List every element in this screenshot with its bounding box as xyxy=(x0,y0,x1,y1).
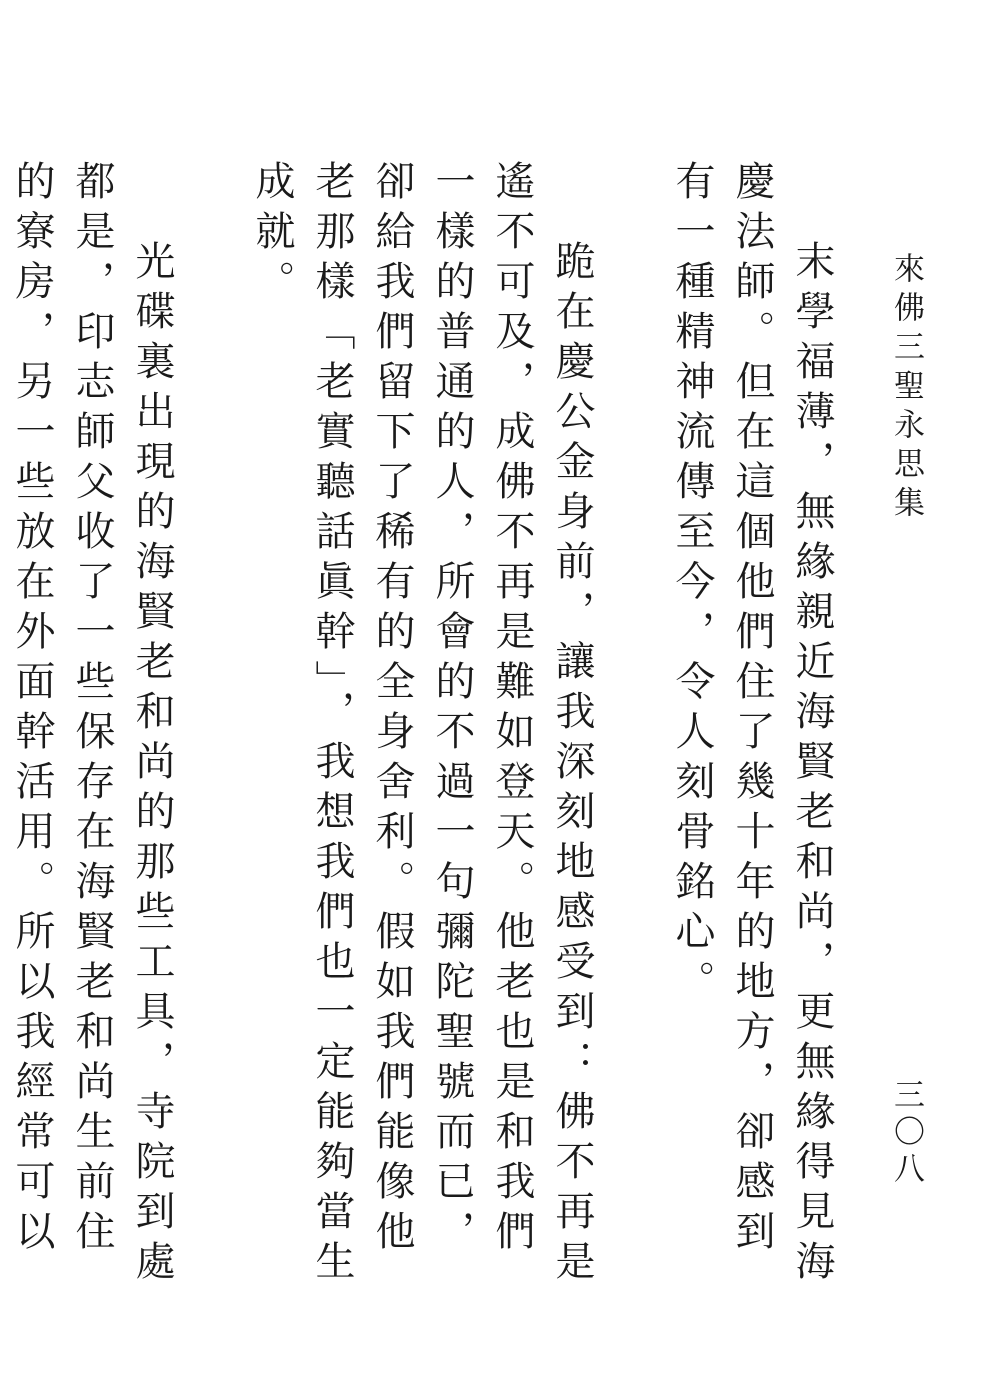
paragraph-1: 末學福薄，無緣親近海賢老和尚，更無緣得見海慶法師。但在這個他們住了幾十年的地方，卻感到有一種精神流傳至今，令人刻骨銘心。 xyxy=(669,160,835,1290)
paragraph-3: 光碟裏出現的海賢老和尚的那些工具，寺院到處都是，印志師父收了一些保存在海賢老和尚生前住的寮房，另一些放在外面幹活用。所以我經常可以 xyxy=(9,160,175,1290)
page-number: 三〇八 xyxy=(888,1078,924,1189)
paragraph-2: 跪在慶公金身前，讓我深刻地感受到：佛不再是遙不可及，成佛不再是難如登天。他老也是和我們一樣的普通的人，所會的不過一句彌陀聖號而已，卻給我們留下了稀有的全身舍利。假如我們能像他老那樣「老實聽話眞幹」，我想我們也一定能夠當生成就。 xyxy=(249,160,595,1290)
paragraph-gap xyxy=(602,160,662,1300)
body-text xyxy=(9,160,842,1300)
paragraph-gap xyxy=(182,160,242,1300)
running-header-title: 來佛三聖永思集 xyxy=(888,252,924,525)
